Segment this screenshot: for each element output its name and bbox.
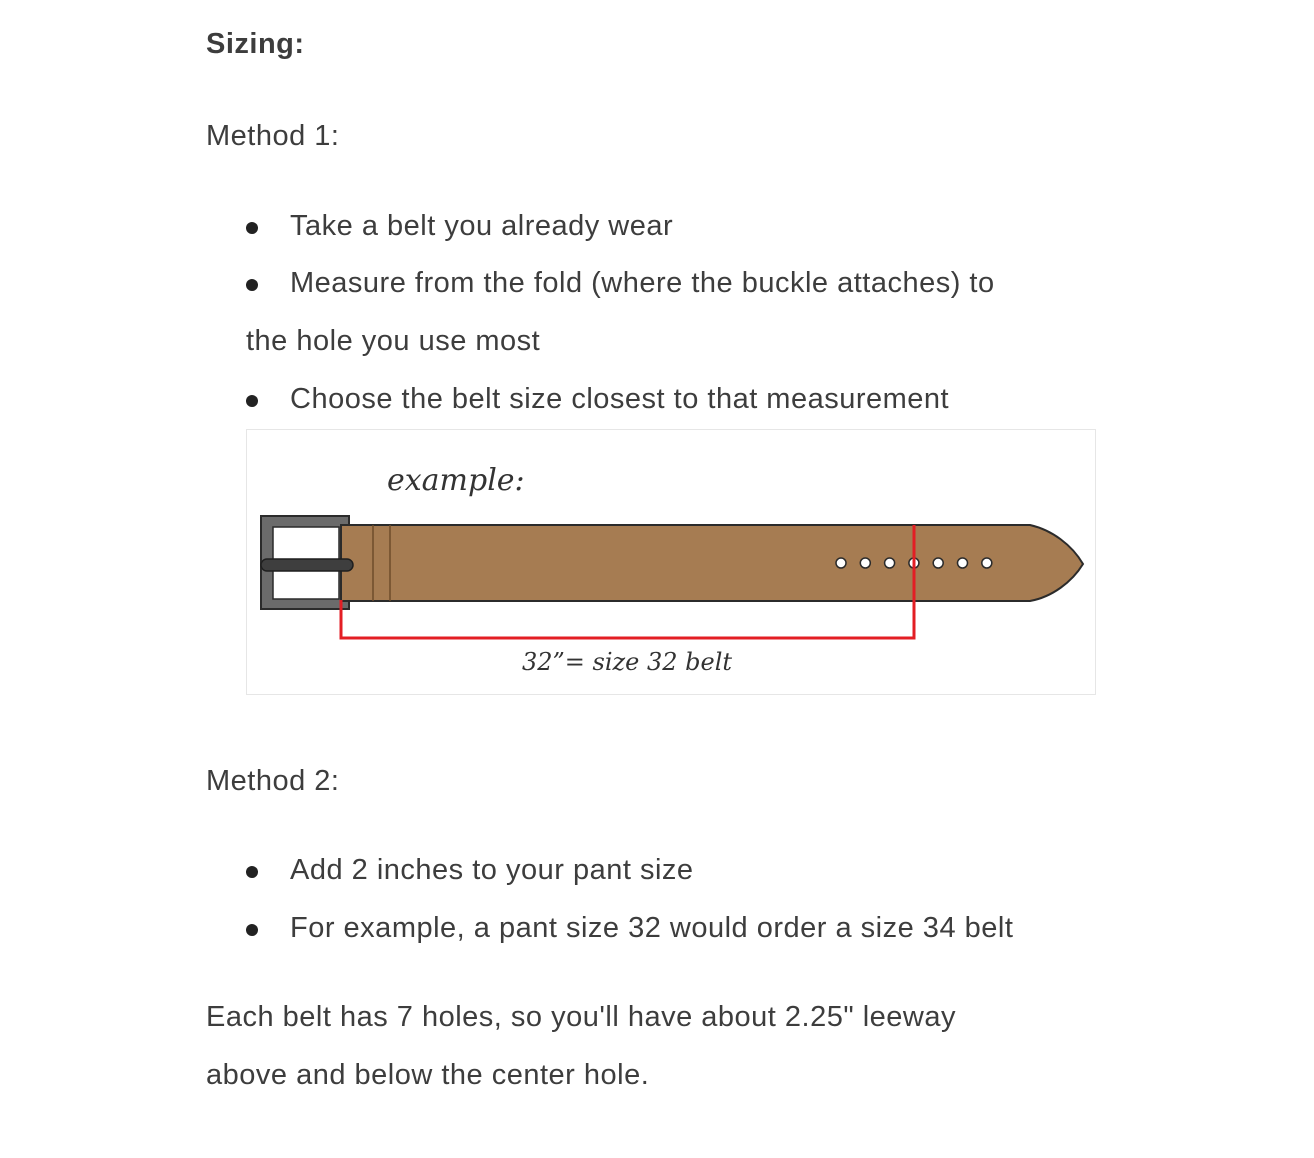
- list-item-text: Measure from the fold (where the buckle attaches) to: [290, 267, 995, 299]
- belt-illustration: [247, 430, 1095, 694]
- list-item: [0, 912, 1314, 952]
- belt-hole: [933, 558, 943, 568]
- list-item-text: Take a belt you already wear: [290, 210, 674, 242]
- list-item: [0, 383, 1314, 423]
- section-heading: Sizing:: [206, 28, 305, 60]
- example-label: example:: [387, 463, 525, 498]
- holes-note-line-1: Each belt has 7 holes, so you'll have about 2.25" leeway: [206, 1001, 956, 1033]
- list-item: [0, 267, 1314, 307]
- list-item: [0, 210, 1314, 250]
- method-2-title: Method 2:: [206, 765, 340, 797]
- bullet-icon: [246, 279, 258, 291]
- holes-note-line-2: above and below the center hole.: [206, 1059, 650, 1091]
- belt-hole: [860, 558, 870, 568]
- list-item-text: Add 2 inches to your pant size: [290, 854, 694, 886]
- bullet-icon: [246, 395, 258, 407]
- belt-hole: [958, 558, 968, 568]
- buckle-prong-icon: [261, 559, 353, 571]
- bullet-icon: [246, 924, 258, 936]
- list-item: [0, 854, 1314, 894]
- list-item-continuation: [0, 325, 1314, 365]
- measurement-caption: 32”= size 32 belt: [521, 648, 733, 676]
- list-item-text: For example, a pant size 32 would order a size 34 belt: [290, 912, 1014, 944]
- belt-hole: [836, 558, 846, 568]
- belt-size-diagram: [246, 429, 1096, 695]
- list-item-text: the hole you use most: [246, 325, 541, 357]
- belt-hole: [885, 558, 895, 568]
- belt-strap: [341, 525, 1083, 601]
- belt-hole: [982, 558, 992, 568]
- method-1-title: Method 1:: [206, 120, 340, 152]
- bullet-icon: [246, 866, 258, 878]
- bullet-icon: [246, 222, 258, 234]
- list-item-text: Choose the belt size closest to that measurement: [290, 383, 950, 415]
